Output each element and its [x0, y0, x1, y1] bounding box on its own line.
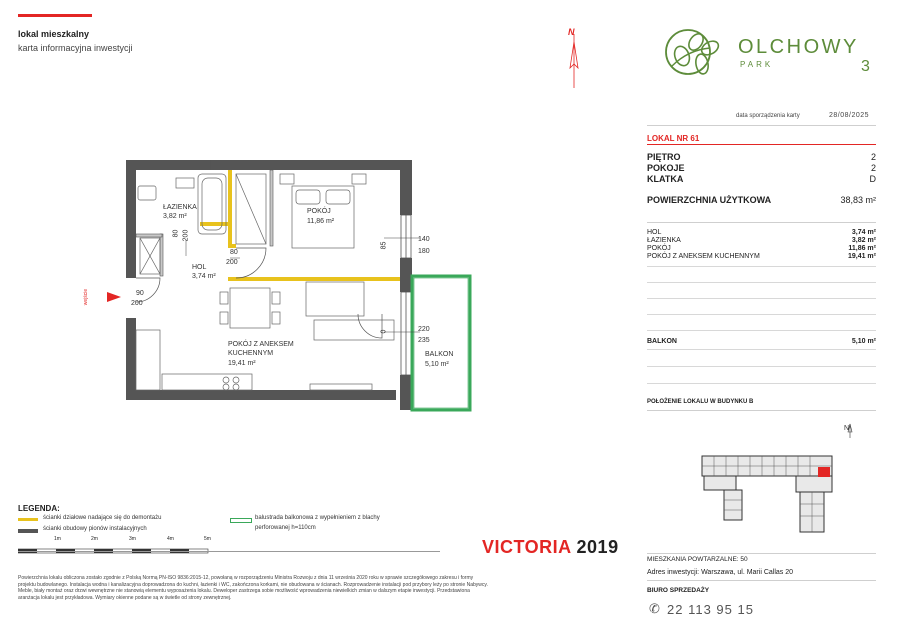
- scale-label: 1m: [54, 536, 61, 542]
- sales-office-title: BIURO SPRZEDAŻY: [647, 587, 710, 594]
- legend-title: LEGENDA:: [18, 504, 60, 513]
- dim-label: 200: [226, 259, 238, 266]
- entry-label: wejście: [83, 288, 90, 306]
- divider: [647, 125, 876, 126]
- unit-underline: [647, 144, 876, 145]
- brand-number: 3: [861, 58, 870, 75]
- table-rule: [647, 349, 876, 350]
- leaf-logo-icon: [662, 26, 732, 87]
- subtitle: karta informacyjna inwestycji: [18, 43, 133, 53]
- legend-item-removable-walls: ścianki działowe nadające się do demontażu: [43, 515, 162, 521]
- legend-item-installation-walls: ścianki obudowy pionów instalacyjnych: [43, 526, 147, 532]
- table-rule: [647, 314, 876, 315]
- header-accent-bar: [18, 14, 92, 17]
- dim-label: 220: [418, 326, 430, 333]
- award-year: 2019: [576, 537, 619, 557]
- table-rule: [647, 298, 876, 299]
- staircase-row: KLATKA D: [647, 174, 876, 184]
- dim-label: 200: [182, 229, 190, 242]
- divider: [647, 580, 876, 581]
- phone-icon: ✆: [649, 601, 660, 616]
- date-label: data sporządzenia karty: [736, 113, 800, 119]
- room-area-balcony: 5,10 m²: [425, 361, 449, 368]
- legend-green-swatch: [230, 518, 252, 523]
- room-area-living: 19,41 m²: [228, 360, 256, 367]
- dim-label: 85: [380, 241, 388, 250]
- divider: [647, 553, 876, 554]
- table-rule: [647, 266, 876, 267]
- legend-gray-swatch: [18, 529, 38, 533]
- table-rule: [647, 366, 876, 367]
- address: Adres inwestycji: Warszawa, ul. Marii Callas 20: [647, 569, 794, 576]
- phone-number[interactable]: 22 113 95 15: [667, 602, 754, 617]
- dim-label: 80: [230, 249, 238, 256]
- award-name: VICTORIA: [482, 537, 572, 557]
- room-area-hall: 3,74 m²: [192, 273, 216, 280]
- table-rule: [647, 383, 876, 384]
- entry-arrow-icon: [107, 290, 121, 308]
- unit-type-label: lokal mieszkalny: [18, 29, 90, 39]
- scale-label: 4m: [167, 536, 174, 542]
- room-row-room: POKÓJ 11,86 m²: [647, 245, 876, 252]
- table-rule: [647, 282, 876, 283]
- rooms-row: POKOJE 2: [647, 163, 876, 173]
- room-row-bathroom: ŁAZIENKA 3,82 m²: [647, 237, 876, 244]
- legend-bottom-rule: [18, 551, 440, 552]
- divider: [647, 222, 876, 223]
- svg-text:N: N: [844, 425, 850, 432]
- award-logo: [482, 537, 619, 558]
- repeat-count: MIESZKANIA POWTARZALNE: 50: [647, 556, 748, 563]
- room-label-bedroom: POKÓJ: [307, 208, 331, 215]
- floor-plan: [120, 160, 480, 425]
- dim-label: 235: [418, 337, 430, 344]
- room-row-living: POKÓJ Z ANEKSEM KUCHENNYM 19,41 m²: [647, 253, 876, 260]
- dim-label: 80: [172, 229, 180, 238]
- disclaimer: Powierzchnia lokalu obliczona zostało zgodnie z Polską Normą PN-ISO 9836:2015-12, powołaną w rozporządzeniu Ministra Rozwoju z dnia 11 września 2020 roku w sprawie szczegółowego zakresu i formy projektu budowlanego. Instalacja wodna i kanalizacyjna doprowadzona do kuchni, łazienki i WC, zakończona korkami, nie obudowana w ścianach. Rozprowadzenie instalacji pod przybory leży po stronie Nabywcy. Meble, biały montaż oraz drzwi wewnętrzne nie stanowią elementu wyposażenia lokalu. Deweloper zastrzega sobie możliwość wprowadzenia niewielkich zmian w dalszym etapie inwestycji. Przedstawiona aranżacja lokalu jest przykładowa. Wymiary okienne podane są w świetle od strony zewnętrznej.: [18, 575, 488, 601]
- legend-item-balustrade-2: perforowanej h=110cm: [255, 525, 316, 531]
- room-area-bathroom: 3,82 m²: [163, 213, 187, 220]
- balcony-row: BALKON 5,10 m²: [647, 338, 876, 345]
- scale-label: 2m: [91, 536, 98, 542]
- table-rule: [647, 330, 876, 331]
- dim-label: 140: [418, 236, 430, 243]
- room-row-hall: HOL 3,74 m²: [647, 229, 876, 236]
- dim-label: 200: [131, 300, 143, 307]
- brand-name: OLCHOWY: [738, 36, 859, 58]
- unit-number: LOKAL NR 61: [647, 134, 700, 143]
- north-letter: N: [568, 27, 575, 37]
- room-label-hall: HOL: [192, 264, 207, 271]
- north-arrow-icon: [560, 28, 588, 95]
- brand-sub: PARK: [740, 60, 774, 69]
- divider: [647, 410, 876, 411]
- scale-label: 5m: [204, 536, 211, 542]
- room-label-bathroom: ŁAZIENKA: [163, 204, 197, 211]
- dim-label: 0: [380, 329, 388, 334]
- location-title: POŁOŻENIE LOKALU W BUDYNKU B: [647, 399, 754, 405]
- room-label-balcony: BALKON: [425, 351, 454, 358]
- legend-item-balustrade-1: balustrada balkonowa z wypełnieniem z blachy: [255, 515, 380, 521]
- building-key-plan: [690, 420, 870, 555]
- room-label-living-1: POKÓJ Z ANEKSEM: [228, 341, 294, 348]
- date-value: 28/08/2025: [829, 112, 870, 119]
- room-label-living-2: KUCHENNYM: [228, 350, 274, 357]
- room-area-bedroom: 11,86 m²: [307, 218, 335, 225]
- floor-row: PIĘTRO 2: [647, 152, 876, 162]
- dim-label: 90: [136, 290, 144, 297]
- scale-label: 3m: [129, 536, 136, 542]
- legend-yellow-swatch: [18, 518, 38, 521]
- dim-label: 180: [418, 248, 430, 255]
- usable-area-row: POWIERZCHNIA UŻYTKOWA 38,83 m²: [647, 195, 876, 205]
